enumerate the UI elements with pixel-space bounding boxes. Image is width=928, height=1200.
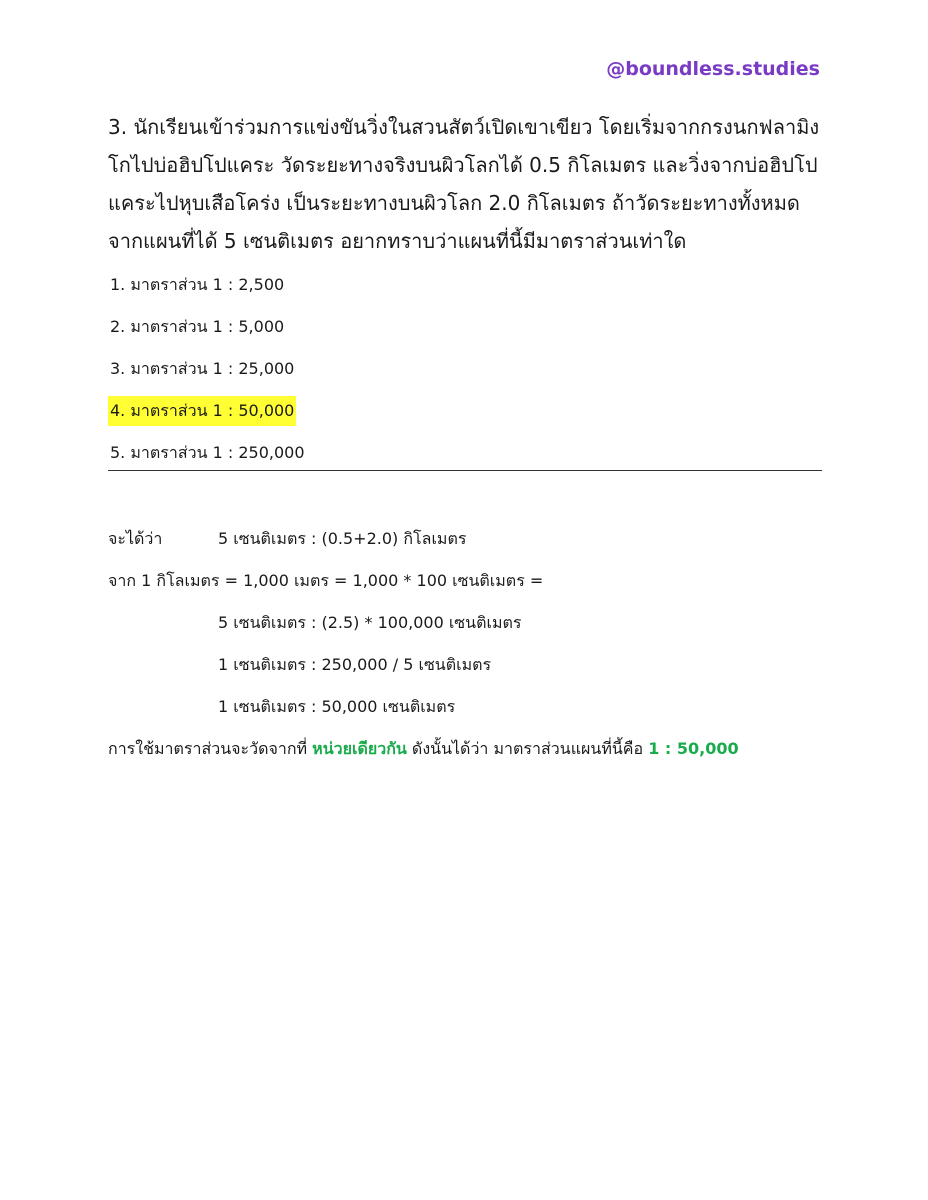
option-5 [108, 438, 307, 480]
option-2 [108, 312, 307, 354]
work-row [108, 566, 739, 608]
work-value: 5 เซนติเมตร : (2.5) * 100,000 เซนติเมตร [218, 613, 522, 632]
section-divider [108, 470, 822, 471]
work-value: 5 เซนติเมตร : (0.5+2.0) กิโลเมตร [218, 529, 467, 548]
option-label: 3. มาตราส่วน 1 : 25,000 [110, 359, 295, 378]
question-text [108, 108, 824, 260]
work-row [108, 608, 739, 650]
conclusion-emphasis: หน่วยเดียวกัน [312, 739, 407, 758]
option-label: 5. มาตราส่วน 1 : 250,000 [110, 443, 305, 462]
solution-work [108, 524, 739, 776]
work-label: จะได้ว่า [108, 529, 163, 548]
question-line: จากแผนที่ได้ 5 เซนติเมตร อยากทราบว่าแผนที่นี้มีมาตราส่วนเท่าใด [108, 229, 687, 253]
question-line: แคระไปหุบเสือโคร่ง เป็นระยะทางบนผิวโลก 2.0 กิโลเมตร ถ้าวัดระยะทางทั้งหมด [108, 191, 800, 215]
work-row [108, 524, 739, 566]
option-label: 1. มาตราส่วน 1 : 2,500 [110, 275, 285, 294]
work-value: 1 เซนติเมตร : 250,000 / 5 เซนติเมตร [218, 655, 492, 674]
work-row [108, 650, 739, 692]
option-label: 2. มาตราส่วน 1 : 5,000 [110, 317, 285, 336]
conclusion-answer: 1 : 50,000 [648, 739, 739, 758]
question-line: 3. นักเรียนเข้าร่วมการแข่งขันวิ่งในสวนสัตว์เปิดเขาเขียว โดยเริ่มจากกรงนกฟลามิง [108, 115, 820, 139]
work-value: จาก 1 กิโลเมตร = 1,000 เมตร = 1,000 * 100 เซนติเมตร = [108, 571, 544, 590]
option-label-highlighted: 4. มาตราส่วน 1 : 50,000 [108, 396, 296, 426]
question-line: โกไปบ่อฮิปโปแคระ วัดระยะทางจริงบนผิวโลกได้ 0.5 กิโลเมตร และวิ่งจากบ่อฮิปโป [108, 153, 818, 177]
option-4-correct [108, 396, 307, 438]
account-handle: @boundless.studies [606, 58, 820, 80]
conclusion-text: การใช้มาตราส่วนจะวัดจากที่ [108, 739, 313, 758]
work-value: 1 เซนติเมตร : 50,000 เซนติเมตร [218, 697, 456, 716]
conclusion-text: ดังนั้นได้ว่า มาตราส่วนแผนที่นี้คือ [406, 739, 649, 758]
option-1 [108, 270, 307, 312]
option-3 [108, 354, 307, 396]
work-row [108, 692, 739, 734]
answer-options [108, 270, 307, 480]
conclusion [108, 734, 739, 776]
